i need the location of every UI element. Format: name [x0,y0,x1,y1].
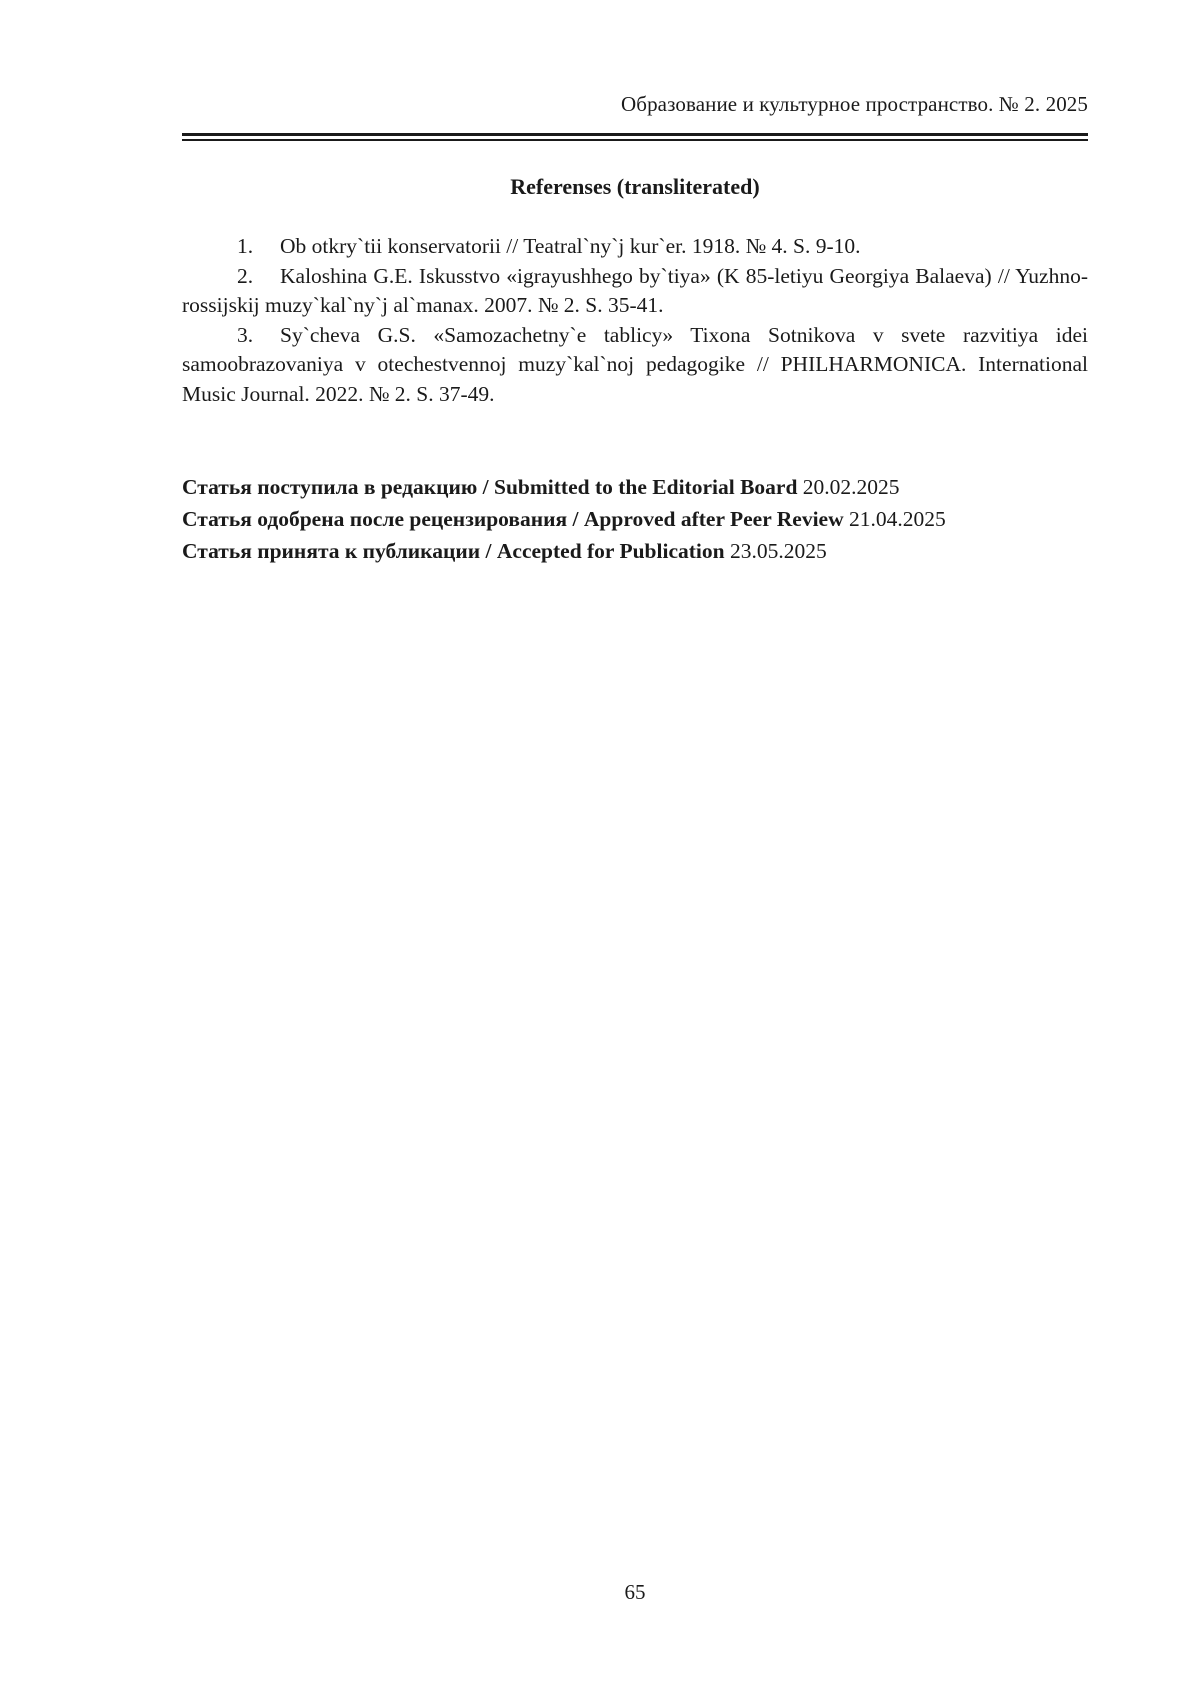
date-accepted [182,535,1088,567]
date-label: Статья поступила в редакцию / Submitted to the Editorial Board [182,475,798,499]
reference-text: Sy`cheva G.S. «Samozachetny`e tablicy» Tixona Sotnikova v svete razvitiya idei samoobrazovaniya v otechestvennoj muzy`kal`noj pedagogike // PHILHARMONICA. International Music Journal. 2022. № 2. S. 37-49. [182,322,1088,406]
header-rule-thin [182,139,1088,141]
reference-text: Kaloshina G.E. Iskusstvo «igrayushhego by`tiya» (K 85-letiyu Georgiya Balaeva) // Yuzhno-rossijskij muzy`kal`ny`j al`manax. 2007. № 2. S. 35-41. [182,263,1088,317]
date-value: 20.02.2025 [802,475,900,499]
references-title: Referenses (transliterated) [510,174,760,199]
header-rule-thick [182,133,1088,136]
reference-item [182,232,1088,262]
date-label: Статья принята к публикации / Accepted for Publication [182,539,725,563]
page-number: 65 [624,1580,646,1604]
date-approved [182,503,1088,535]
reference-text: Ob otkry`tii konservatorii // Teatral`ny`j kur`er. 1918. № 4. S. 9-10. [280,234,861,258]
references-list [182,232,1088,409]
running-head: Образование и культурное пространство. № 2. 2025 [621,92,1088,116]
reference-number: 1. [237,234,254,258]
reference-number: 2. [237,263,254,288]
date-value: 23.05.2025 [729,539,827,563]
reference-number: 3. [237,322,254,347]
date-label: Статья одобрена после рецензирования / Approved after Peer Review [182,507,844,531]
publication-dates [182,471,1088,567]
date-value: 21.04.2025 [848,507,946,531]
reference-item [182,321,1088,410]
reference-item [182,262,1088,321]
date-submitted [182,471,1088,503]
